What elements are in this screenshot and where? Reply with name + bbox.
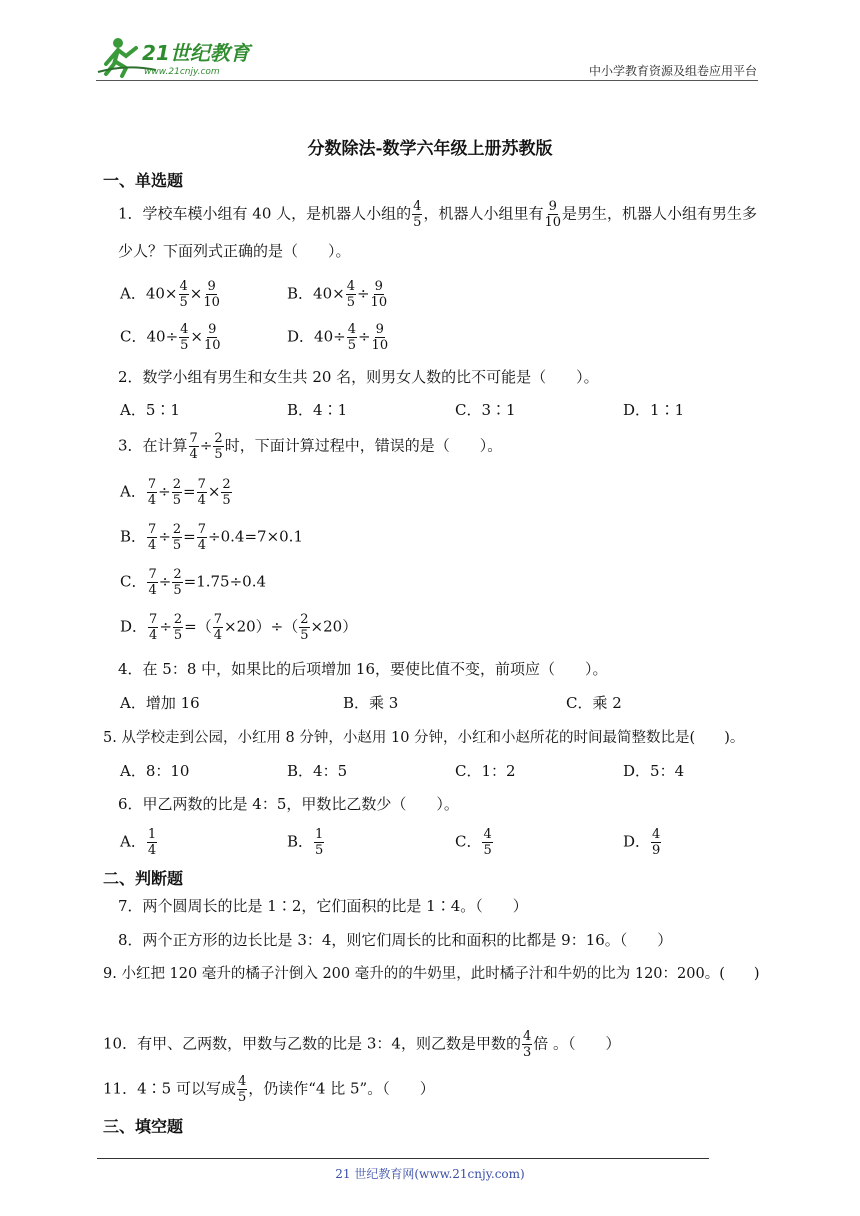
footer-text[interactable]: 21 世纪教育网(www.21cnjy.com) — [335, 1167, 525, 1181]
q5-option-b[interactable]: B．4：5 — [287, 762, 348, 780]
section-heading-single-choice: 一、单选题 — [103, 171, 184, 190]
q2-option-a[interactable]: A．5∶1 — [120, 401, 180, 419]
section-heading-fill-blank: 三、填空题 — [103, 1117, 184, 1136]
svg-text:21世纪教育: 21世纪教育 — [142, 41, 250, 65]
q6-option-a[interactable]: A． $\frac{1}{4}$ — [120, 827, 157, 858]
q5-option-c[interactable]: C．1：2 — [455, 762, 516, 780]
question-9: 9. 小红把 120 毫升的橘子汁倒入 200 毫升的的牛奶里，此时橘子汁和牛奶的比为 120：200。( ) — [103, 966, 760, 982]
q3-option-c[interactable]: C． $\frac{7}{4}$ ÷ $\frac{2}{5}$ =1.75÷0.4 — [120, 567, 267, 598]
q1-option-c[interactable]: C．40÷ $\frac{4}{5}$ × $\frac{9}{10}$ — [120, 322, 221, 353]
header-divider — [96, 80, 758, 81]
q6-option-b[interactable]: B． $\frac{1}{5}$ — [287, 827, 324, 858]
page-title: 分数除法-数学六年级上册苏教版 — [307, 139, 553, 159]
question-2: 2．数学小组有男生和女生共 20 名，则男女人数的比不可能是（ ）。 — [118, 368, 599, 386]
q1-option-a[interactable]: A．40× $\frac{4}{5}$ × $\frac{9}{10}$ — [120, 279, 220, 310]
q1-option-b[interactable]: B．40× $\frac{4}{5}$ ÷ $\frac{9}{10}$ — [287, 279, 388, 310]
q4-option-c[interactable]: C．乘 2 — [566, 694, 622, 712]
svg-text:www.21cnjy.com: www.21cnjy.com — [144, 67, 220, 77]
q1-option-d[interactable]: D．40÷ $\frac{4}{5}$ ÷ $\frac{9}{10}$ — [287, 322, 389, 353]
question-6: 6．甲乙两数的比是 4：5，甲数比乙数少（ ）。 — [118, 795, 459, 813]
question-10: 10．有甲、乙两数，甲数与乙数的比是 3：4，则乙数是甲数的 $\frac{4}{3}$ 倍 。（ ） — [103, 1029, 621, 1060]
q4-option-b[interactable]: B．乘 3 — [343, 694, 399, 712]
q3-option-a[interactable]: A． $\frac{7}{4}$ ÷ $\frac{2}{5}$ = $\frac{7}{4}$ × $\frac{2}{5}$ — [120, 477, 231, 508]
q4-option-a[interactable]: A．增加 16 — [120, 694, 200, 712]
question-4: 4．在 5：8 中，如果比的后项增加 16，要使比值不变，前项应（ ）。 — [118, 660, 608, 678]
question-8: 8．两个正方形的边长比是 3：4，则它们周长的比和面积的比都是 9：16。（ ） — [118, 931, 673, 949]
platform-tagline: 中小学教育资源及组卷应用平台 — [588, 64, 757, 78]
question-11: 11．4∶5 可以写成 $\frac{4}{5}$ ，仍读作“4 比 5”。（ ） — [103, 1074, 435, 1105]
site-logo — [96, 34, 256, 80]
q6-option-c[interactable]: C． $\frac{4}{5}$ — [455, 827, 492, 858]
question-1: 1．学校车模小组有 40 人，是机器人小组的 $\frac{4}{5}$ ，机器人小组里有 $\frac{9}{10}$ 是男生，机器人小组有男生多 — [118, 199, 758, 230]
q6-option-d[interactable]: D． $\frac{4}{9}$ — [623, 827, 661, 858]
question-5: 5. 从学校走到公园，小红用 8 分钟，小赵用 10 分钟，小红和小赵所花的时间最简整数比是( )。 — [103, 730, 745, 746]
q3-option-d[interactable]: D． $\frac{7}{4}$ ÷ $\frac{2}{5}$ =（ $\frac{7}{4}$ ×20）÷（ $\frac{2}{5}$ ×20） — [120, 612, 358, 643]
q3-option-b[interactable]: B． $\frac{7}{4}$ ÷ $\frac{2}{5}$ = $\frac{7}{4}$ ÷0.4=7×0.1 — [120, 522, 303, 553]
section-heading-true-false: 二、判断题 — [103, 869, 184, 888]
q5-option-d[interactable]: D．5：4 — [623, 762, 685, 780]
fraction: $\frac{9}{10}$ — [544, 199, 562, 230]
runner-logo-icon — [96, 34, 256, 80]
q2-option-b[interactable]: B．4∶1 — [287, 401, 348, 419]
question-3: 3．在计算 $\frac{7}{4}$ ÷ $\frac{2}{5}$ 时，下面计算过程中，错误的是（ ）。 — [118, 431, 503, 462]
question-1-line-2: 少人？下面列式正确的是（ ）。 — [118, 242, 351, 260]
fraction: $\frac{4}{5}$ — [413, 199, 422, 230]
q5-option-a[interactable]: A．8：10 — [120, 762, 190, 780]
footer-divider — [97, 1158, 709, 1159]
q2-option-d[interactable]: D．1∶1 — [623, 401, 685, 419]
question-7: 7．两个圆周长的比是 1∶2，它们面积的比是 1∶4。（ ） — [118, 897, 528, 915]
q2-option-c[interactable]: C．3∶1 — [455, 401, 516, 419]
